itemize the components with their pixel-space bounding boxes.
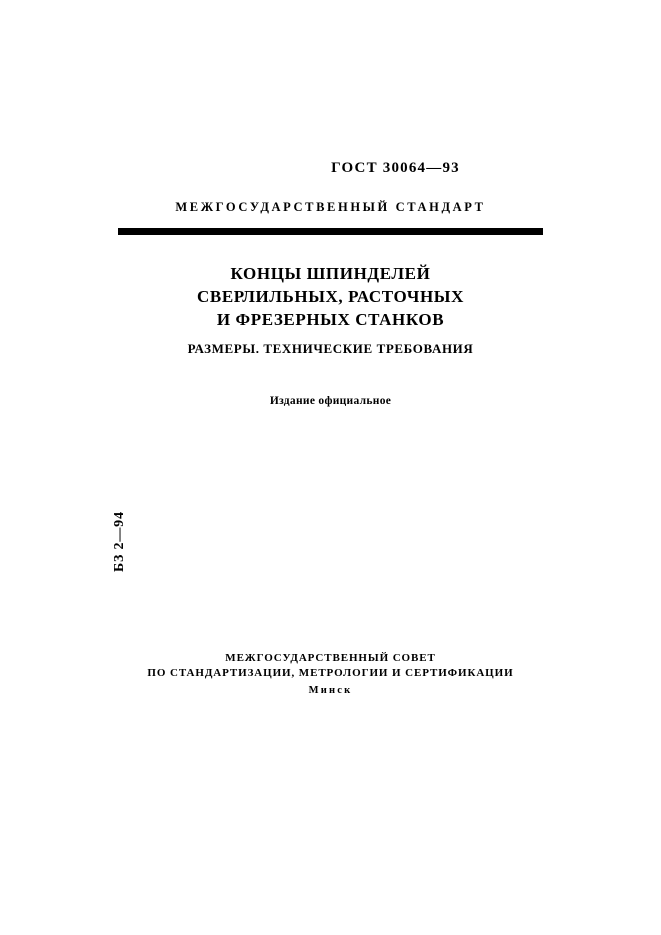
edition-note: Издание официальное: [269, 395, 392, 407]
page-title-line-2: СВЕРЛИЛЬНЫХ, РАСТОЧНЫХ: [197, 287, 464, 306]
publisher-line-1: МЕЖГОСУДАРСТВЕННЫЙ СОВЕТ: [225, 652, 436, 664]
title-block: [118, 262, 543, 407]
document-kind-label: МЕЖГОСУДАРСТВЕННЫЙ СТАНДАРТ: [175, 200, 486, 214]
page-title-line-3: И ФРЕЗЕРНЫХ СТАНКОВ: [216, 310, 445, 329]
page-title-line-1: КОНЦЫ ШПИНДЕЛЕЙ: [230, 264, 431, 283]
standard-number: ГОСТ 30064—93: [331, 160, 460, 176]
page-subtitle: РАЗМЕРЫ. ТЕХНИЧЕСКИЕ ТРЕБОВАНИЯ: [187, 341, 474, 356]
side-code-label: БЗ 2—94: [112, 511, 127, 572]
publisher-line-2: ПО СТАНДАРТИЗАЦИИ, МЕТРОЛОГИИ И СЕРТИФИКАЦИИ: [147, 667, 514, 679]
header-divider-rule: [118, 228, 543, 235]
publisher-city: Минск: [308, 685, 353, 696]
publisher-block: [118, 651, 543, 696]
